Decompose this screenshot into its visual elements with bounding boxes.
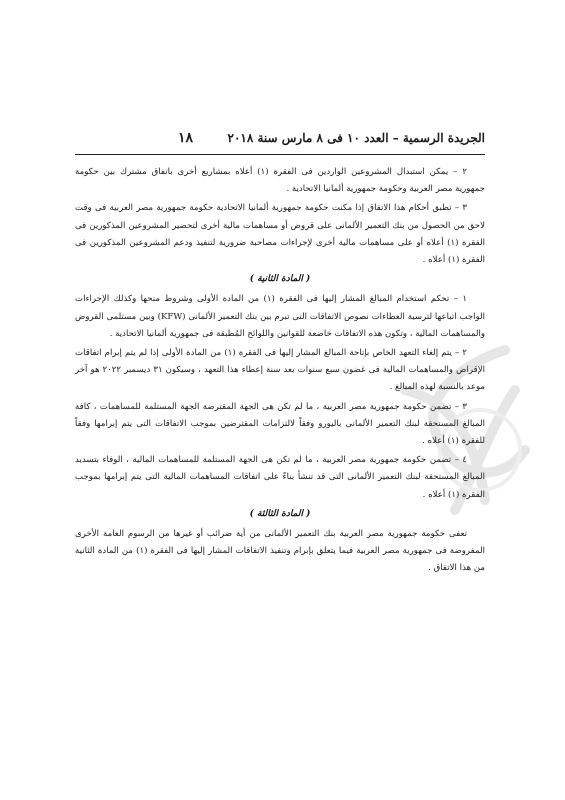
paragraph-2: ٣ – تطبق أحكام هذا الاتفاق إذا مكنت حكومة جمهورية ألمانيا الاتحادية حكومة جمهورية مصر العربية فى وقت لاحق من الحصول من بنك التعمير الألمانى على قروض أو مساهمات مالية أخرى لتحضير المشروعين المذكورين فى الفقرة (١) أعلاه أو على مساهمات مالية أخرى لإجراءات مصاحبة ضرورية لتنفيذ ودعم المشروعين المذكورين فى الفقرة (١) أعلاه .	[75, 203, 485, 266]
paragraph-3: ١ – تحكم استخدام المبالغ المشار إليها فى الفقرة (١) من المادة الأولى وشروط منحها وكذلك الإجراءات الواجب اتباعها لترسية العطاءات نصوص الاتفاقات التى تبرم بين بنك التعمير الألمانى (KFW) وبين مستلمى القروض والمساهمات المالية ، وتكون هذه الاتفاقات خاضعة للقوانين واللوائح المُطبقة فى جمهورية ألمانيا الاتحادية .	[75, 294, 485, 339]
header-divider	[75, 154, 485, 155]
page-number: ١٨	[178, 130, 194, 146]
paragraph-4: ٢ – يتم إلغاء التعهد الخاص بإتاحة المبالغ المشار إليها فى الفقرة (١) من المادة الأولى إذا لم يتم إبرام اتفاقات الإقراض والمساهمات المالية فى غضون سبع سنوات بعد سنة إعطاء هذا التعهد ، وسيكون ٣١ ديسمبر ٢٠٢٢ هو آخر موعد بالنسبة لهذه المبالغ .	[75, 348, 485, 393]
document-body	[75, 164, 485, 580]
article-three-heading: ( المادة الثالثة )	[249, 508, 311, 519]
page-header	[178, 130, 485, 146]
paragraph-7: تعفى حكومة جمهورية مصر العربية بنك التعمير الألمانى من أية ضرائب أو غيرها من الرسوم العامة الأخرى المفروضة فى جمهورية مصر العربية فيما يتعلق بإبرام وتنفيذ الاتفاقات المشار إليها فى الفقرة (١) من المادة الثانية من هذا الاتفاق .	[75, 529, 485, 574]
paragraph-5: ٣ – تضمن حكومة جمهورية مصر العربية ، ما لم تكن هى الجهة المقترضة الجهة المستلمة للمساهمات ، كافة المبالغ المستحقة لبنك التعمير الألمانى باليورو وفقاً لالتزامات المقترضين بموجب الاتفاقات التى يتم إبرامها وفقاً للفقرة (١) أعلاه .	[75, 401, 485, 447]
article-two-heading: ( المادة الثانية )	[249, 274, 311, 285]
publication-title: الجريدة الرسمية – العدد ١٠ فى ٨ مارس سنة ٢٠١٨	[227, 131, 485, 145]
paragraph-1: ٢ – يمكن استبدال المشروعين الواردين فى الفقرة (١) أعلاه بمشاريع أخرى باتفاق مشترك بين حكومة جمهورية مصر العربية وحكومة جمهورية ألمانيا الاتحادية .	[75, 167, 485, 195]
paragraph-6: ٤ – تضمن حكومة جمهورية مصر العربية ، ما لم تكن هى الجهة المستلمة للمساهمات المالية ، الوفاء بتسديد المبالغ المستحقة لبنك التعمير الألمانى التى قد تنشأ بناءً على اتفاقات المساهمات المالية التى يتم إبرامها بموجب الفقرة (١) أعلاه .	[75, 455, 485, 500]
